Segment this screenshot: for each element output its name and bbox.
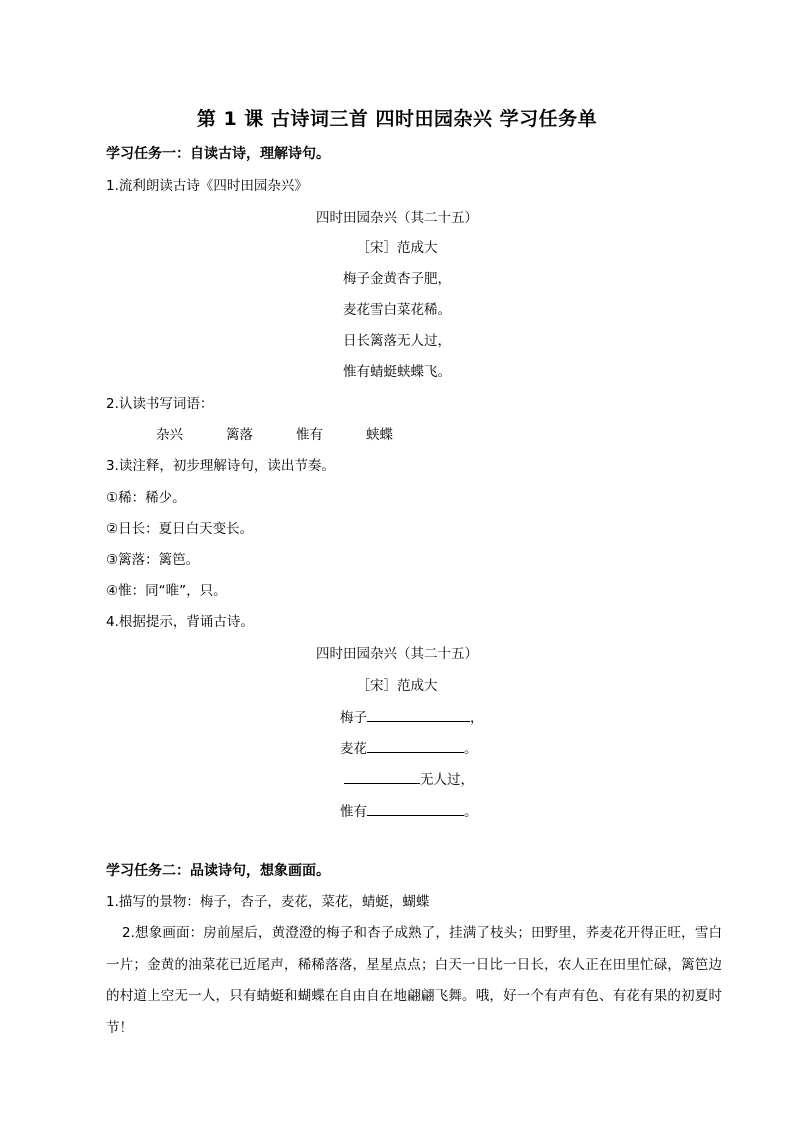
poem-title: 四时田园杂兴（其二十五） (316, 210, 478, 226)
vocab-word-4: 蛱蝶 (366, 427, 393, 443)
vocab-word-3: 惟有 (296, 427, 323, 443)
recite-blank-2[interactable] (367, 738, 464, 753)
page-title: 第 1 课 古诗词三首 四时田园杂兴 学习任务单 (196, 108, 598, 130)
poem-line-4: 惟有蜻蜓蛱蝶飞。 (343, 364, 451, 380)
recite-line-1 (340, 707, 484, 728)
recite-blank-1[interactable] (367, 707, 470, 722)
note-4: ④惟：同“唯”，只。 (106, 583, 227, 599)
recite-line-1-prefix: 梅子 (340, 710, 367, 726)
recite-line-4-suffix: 。 (464, 804, 478, 820)
vocab-words (0, 425, 794, 445)
task1-item4: 4.根据提示，背诵古诗。 (106, 614, 254, 630)
recite-line-4-prefix: 惟有 (340, 804, 367, 820)
poem-line-2: 麦花雪白菜花稀。 (343, 302, 451, 318)
note-1: ①稀：稀少。 (106, 490, 186, 506)
task2-heading: 学习任务二：品读诗句，想象画面。 (106, 863, 330, 879)
recite-line-2 (340, 738, 478, 759)
recite-line-4 (340, 801, 478, 822)
recite-title: 四时田园杂兴（其二十五） (316, 646, 478, 662)
recite-blank-4[interactable] (367, 801, 464, 816)
task2-item2: 2.想象画面：房前屋后，黄澄澄的梅子和杏子成熟了，挂满了枝头；田野里，荞麦花开得正旺，雪白一片；金黄的油菜花已近尾声，稀稀落落，星星点点；白天一日比一日长，农人正在田里忙碌，篱笆边的村道上空无一人，只有蜻蜓和蝴蝶在自由自在地翩翩飞舞。哦，好一个有声有色、有花有果的初夏时节！ (106, 925, 722, 1036)
recite-line-3-suffix: 无人过， (420, 772, 474, 788)
poem-author: ［宋］范成大 (356, 240, 438, 256)
vocab-word-2: 篱落 (226, 427, 253, 443)
task1-heading: 学习任务一：自读古诗，理解诗句。 (106, 146, 330, 162)
note-3: ③篱落：篱笆。 (106, 552, 200, 568)
note-2: ②日长：夏日白天变长。 (106, 521, 254, 537)
recite-line-2-suffix: 。 (464, 741, 478, 757)
poem-line-1: 梅子金黄杏子肥， (343, 271, 451, 287)
task1-item3: 3.读注释，初步理解诗句，读出节奏。 (106, 458, 335, 474)
recite-line-3 (344, 769, 474, 790)
task2-item1: 1.描写的景物：梅子，杏子，麦花，菜花，蜻蜓，蝴蝶 (106, 894, 430, 910)
recite-line-2-prefix: 麦花 (340, 741, 367, 757)
vocab-word-1: 杂兴 (156, 427, 183, 443)
recite-author: ［宋］范成大 (356, 678, 438, 694)
recite-blank-3[interactable] (344, 769, 420, 784)
task1-item2: 2.认读书写词语： (106, 396, 214, 412)
task1-item1: 1.流利朗读古诗《四时田园杂兴》 (106, 178, 308, 194)
poem-line-3: 日长篱落无人过， (343, 333, 451, 349)
recite-line-1-suffix: ， (470, 710, 484, 726)
